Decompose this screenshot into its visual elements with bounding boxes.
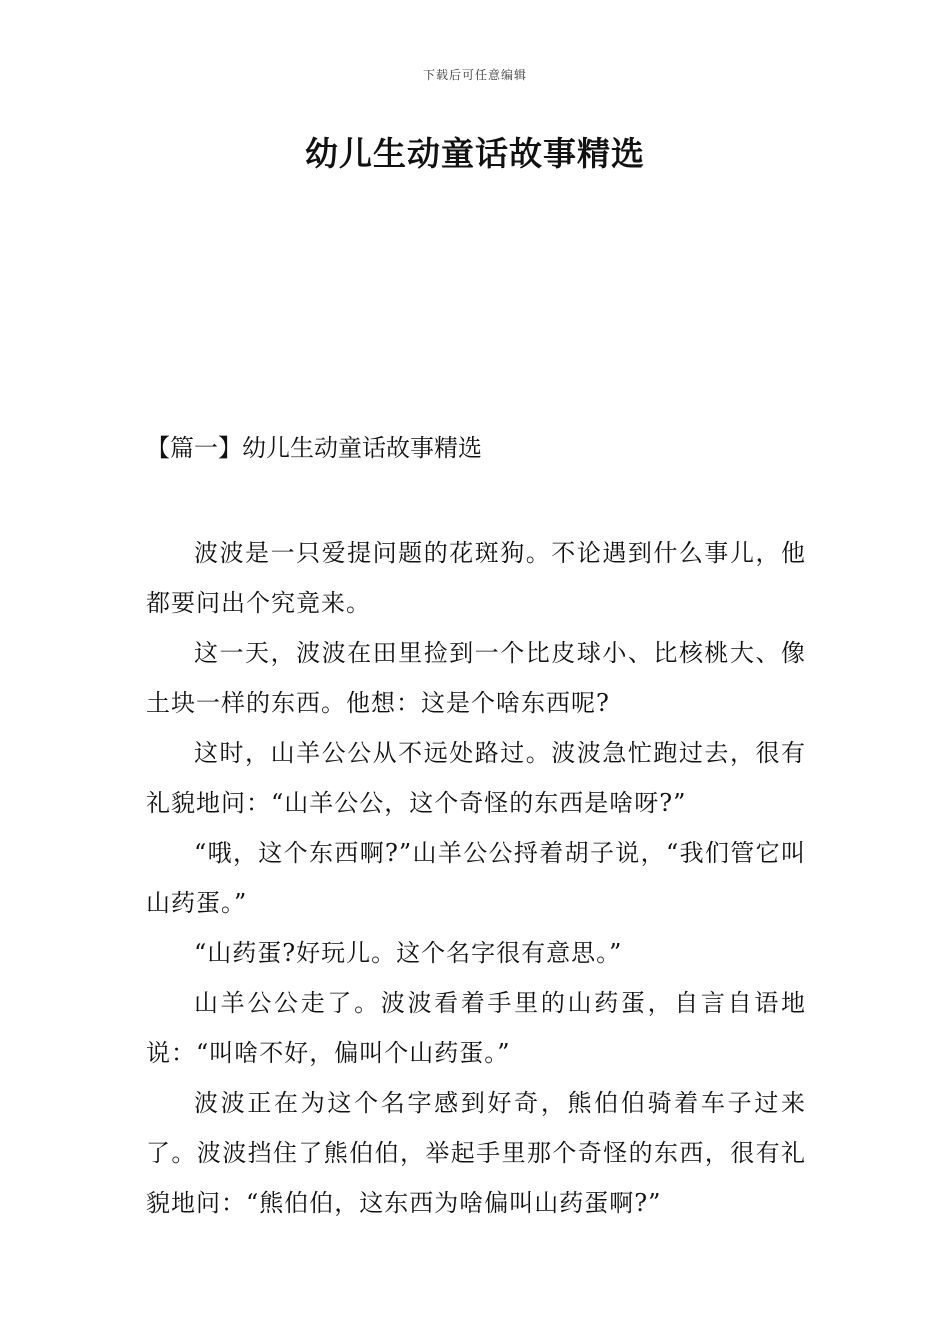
paragraph: 波波正在为这个名字感到好奇，熊伯伯骑着车子过来了。波波挡住了熊伯伯，举起手里那个奇怪的东西，很有礼貌地问：“熊伯伯，这东西为啥偏叫山药蛋啊?” <box>146 1089 806 1217</box>
paragraph: 这时，山羊公公从不远处路过。波波急忙跑过去，很有礼貌地问：“山羊公公，这个奇怪的东西是啥呀?” <box>146 739 806 817</box>
paragraph: 这一天，波波在田里捡到一个比皮球小、比核桃大、像土块一样的东西。他想：这是个啥东西呢? <box>146 639 806 717</box>
header-note: 下载后可任意编辑 <box>422 68 527 82</box>
paragraph: 波波是一只爱提问题的花斑狗。不论遇到什么事儿，他都要问出个究竟来。 <box>146 539 806 617</box>
paragraph: 山羊公公走了。波波看着手里的山药蛋，自言自语地说：“叫啥不好，偏叫个山药蛋。” <box>146 989 806 1067</box>
section-heading: 【篇一】幼儿生动童话故事精选 <box>146 434 482 462</box>
paragraph: “山药蛋?好玩儿。这个名字很有意思。” <box>194 939 623 967</box>
paragraph: “哦，这个东西啊?”山羊公公捋着胡子说，“我们管它叫山药蛋。” <box>146 839 806 917</box>
story-body <box>146 528 806 1228</box>
document-title: 幼儿生动童话故事精选 <box>305 134 645 173</box>
